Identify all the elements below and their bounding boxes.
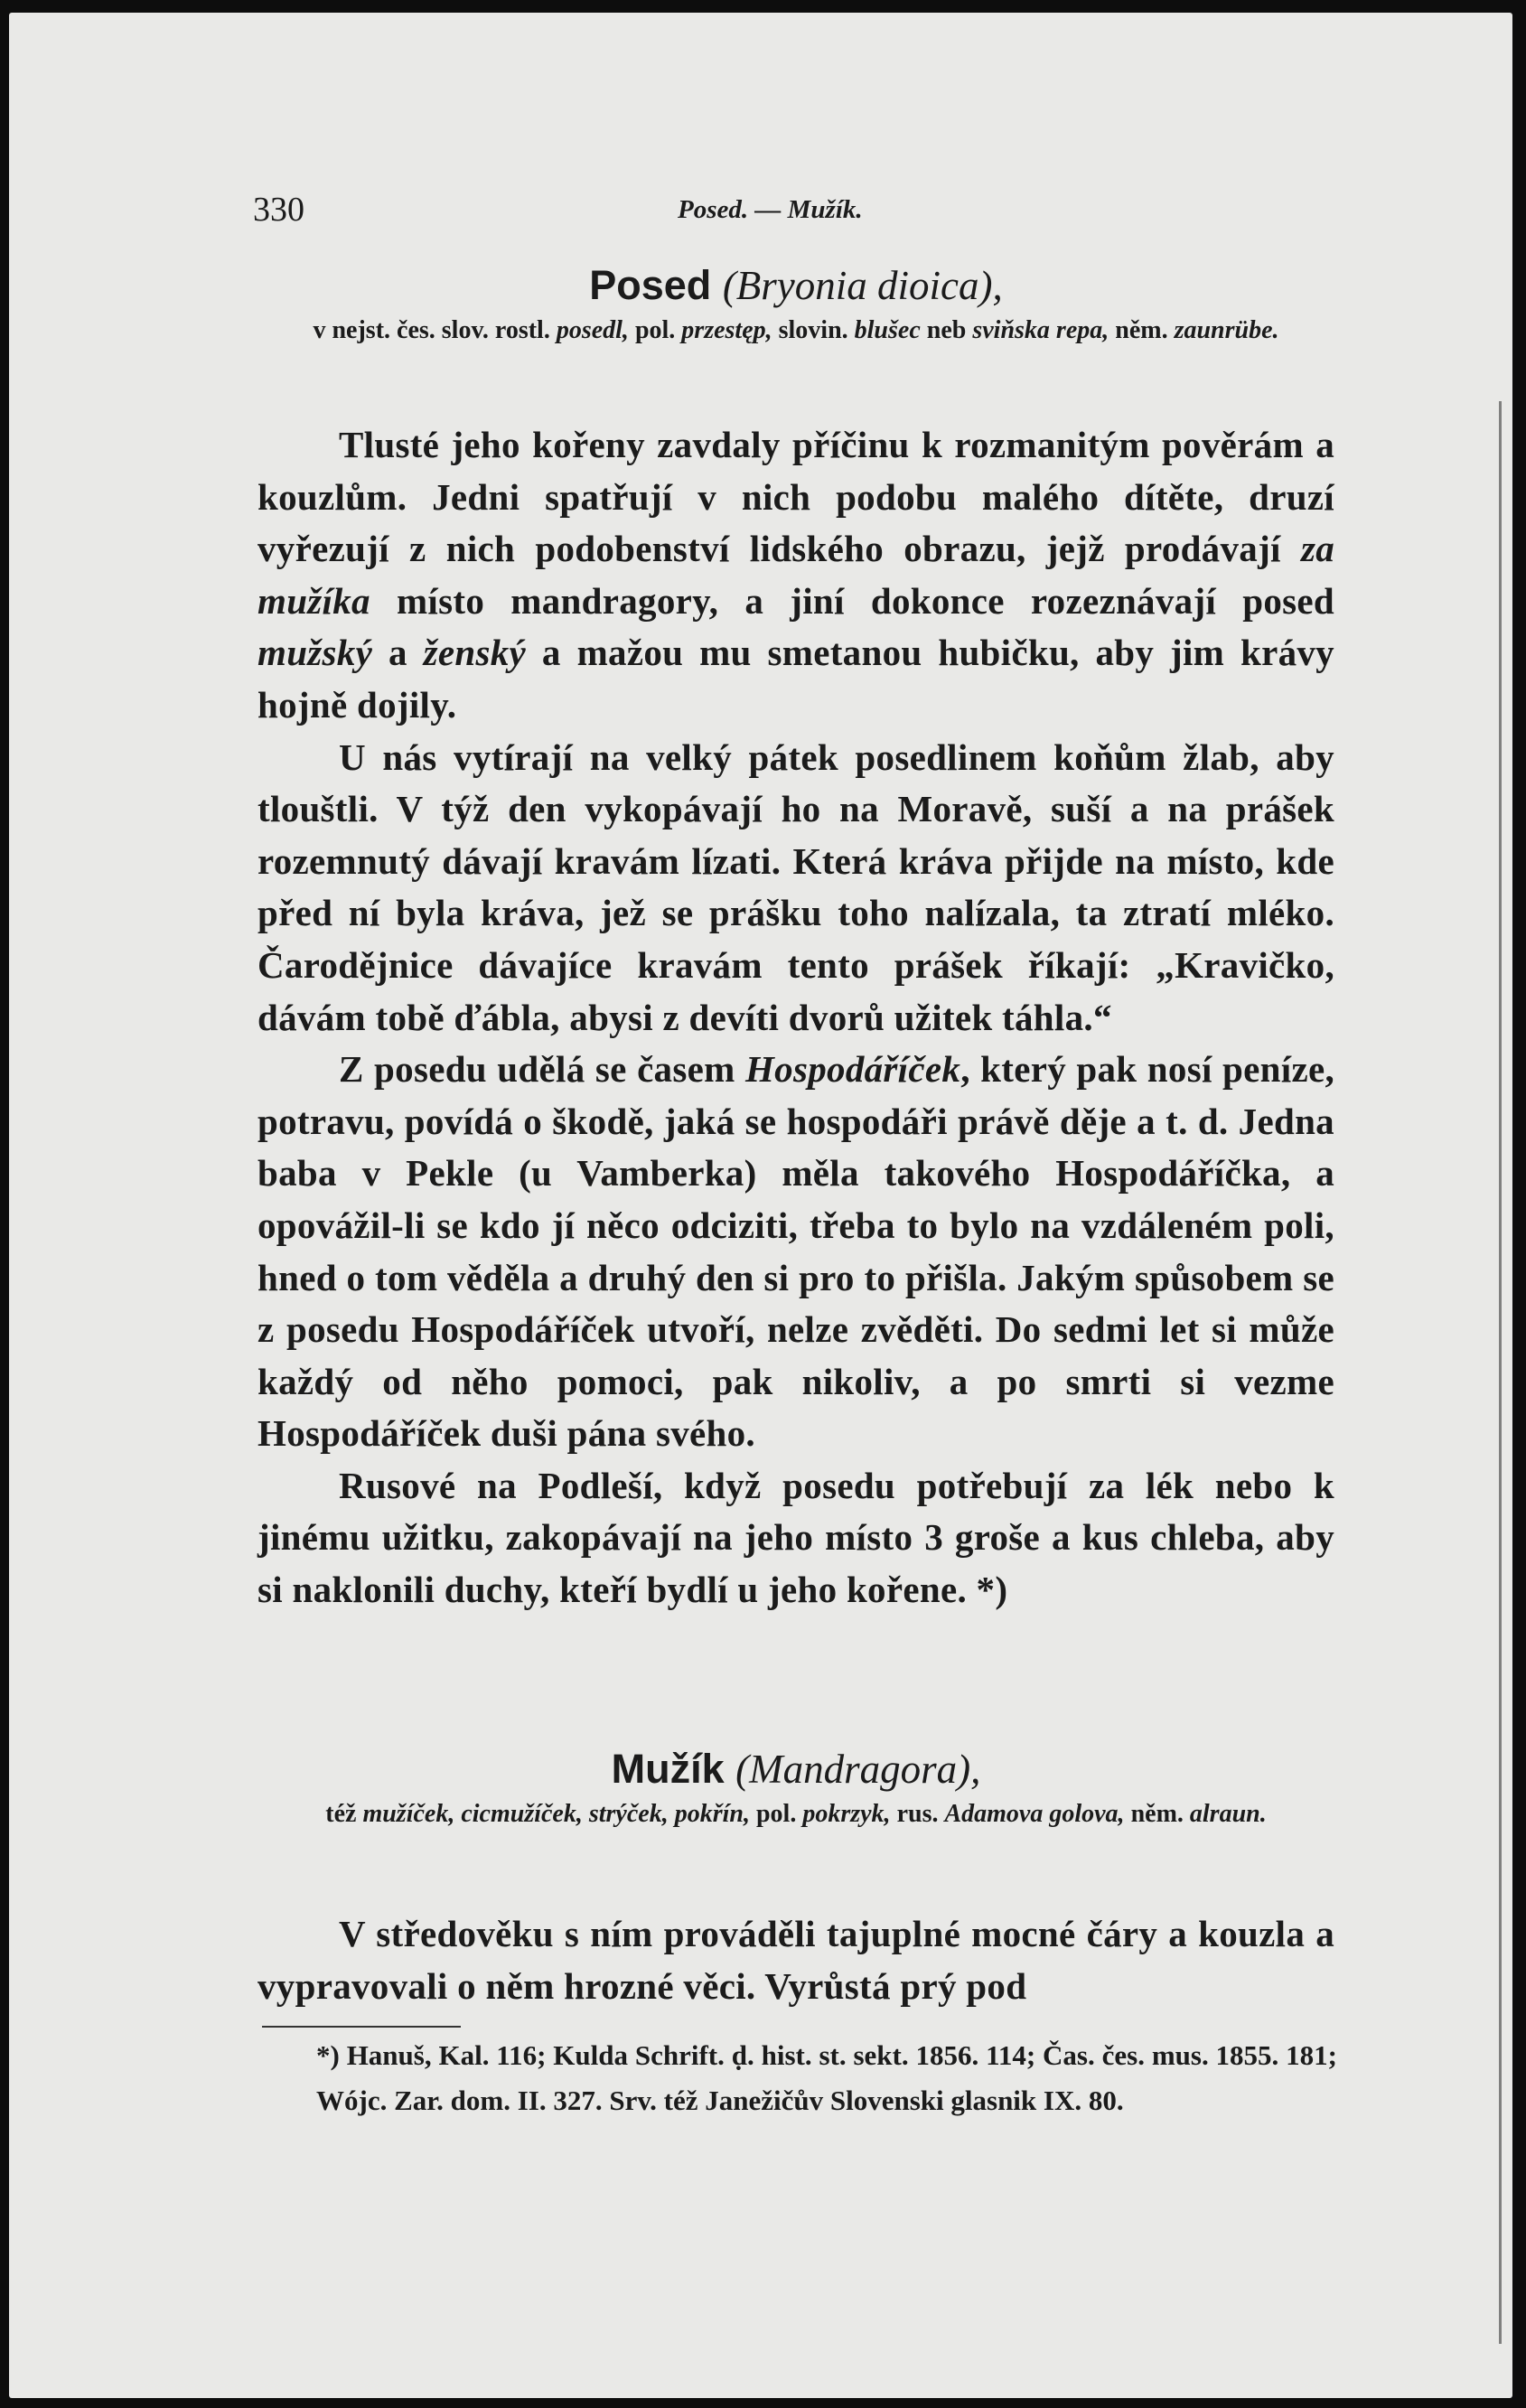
text-run: pol. xyxy=(628,316,682,344)
italic-term: ženský xyxy=(423,632,527,674)
text-run: místo mandragory, a jiní dokonce rozeznávají posed xyxy=(370,579,1334,622)
italic-term: alraun. xyxy=(1189,1800,1267,1828)
italic-term: pokrzyk, xyxy=(802,1800,891,1828)
book-page xyxy=(9,13,1512,2398)
text-run: Tlusté jeho kořeny zavdaly příčinu k rozmanitým pověrám a kouzlům. Jedni spatřují v nich podobu malého dítěte, druzí vyřezují z nich podobenství lidského obrazu, jejž prodávají xyxy=(257,424,1334,570)
text-run: slovin. xyxy=(772,316,855,344)
paragraph xyxy=(257,1908,1334,2012)
heading-title: Mužík xyxy=(611,1746,725,1792)
italic-term: sviňska repa, xyxy=(972,316,1109,344)
heading-latin: (Bryonia dioica), xyxy=(722,263,1003,308)
italic-term: Hospodáříček xyxy=(744,1048,961,1091)
italic-term: blušec xyxy=(854,316,921,344)
text-run: U nás vytírají na velký pátek posedlinem koňům žlab, aby tlouštli. V týž den vykopávají ho na Moravě, suší a na prášek rozemnutý dávají kravám lízati. Která kráva přijde na místo, kde před ní byla kráva, jež se prášku toho nalízala, ta ztratí mléko. Čarodějnice dávajíce kravám tento prášek říkají: „Kravičko, dávám tobě ďábla, abysi z devíti dvorů užitek táhla.“ xyxy=(257,736,1334,1038)
vernacular-names-muzik xyxy=(257,1796,1334,1832)
vernacular-names-posed xyxy=(257,313,1334,349)
text-run: , který pak nosí peníze, potravu, povídá o škodě, jaká se hospodáři právě děje a t. d. Jedna baba v Pekle (u Vamberka) měla takového Hospodáříčka, a opovážil-li se kdo jí něco odciziti, třeba to bylo na vzdáleném poli, hned o tom věděla a druhý den si pro to přišla. Jakým spůsobem se z posedu Hospodáříček utvoří, nelze zvěděti. Do sedmi let si může každý od něho pomoci, pak nikoliv, a po smrti si vezme Hospodáříček duši pána svého. xyxy=(257,1048,1334,1455)
heading-latin: (Mandragora), xyxy=(735,1747,981,1792)
text-run: Z posedu udělá se časem xyxy=(339,1048,745,1091)
running-head xyxy=(253,190,1337,235)
paragraph xyxy=(257,732,1334,1045)
section-muzik xyxy=(257,1746,1334,1832)
italic-term: mužíček, cicmužíček, strýček, pokřín, xyxy=(362,1800,750,1828)
section-posed xyxy=(257,262,1334,349)
italic-term: za mužíka xyxy=(257,528,1334,622)
italic-term: posedl, xyxy=(556,316,629,344)
text-run: též xyxy=(325,1800,363,1828)
text-run: a xyxy=(372,632,424,674)
section-heading-muzik xyxy=(257,1746,1334,1793)
paragraph xyxy=(257,1460,1334,1616)
footnote: *) Hanuš, Kal. 116; Kulda Schrift. ḍ. hist. st. sekt. 1856. 114; Čas. čes. mus. 1855. 181; Wójc. Zar. dom. II. 327. Srv. též Janežičův Slovenski glasnik IX. 80. xyxy=(316,2039,1337,2116)
text-run: něm. xyxy=(1109,316,1175,344)
text-run: rus. xyxy=(890,1800,945,1828)
heading-title: Posed xyxy=(589,262,712,308)
italic-term: zaunrübe. xyxy=(1174,316,1279,344)
paragraph xyxy=(257,419,1334,732)
text-run: v nejst. čes. slov. rostl. xyxy=(313,316,557,344)
text-run: pol. xyxy=(749,1800,803,1828)
footnote-rule xyxy=(262,2026,461,2028)
text-run: a mažou mu smetanou hubičku, aby jim krávy hojně dojily. xyxy=(257,632,1334,726)
italic-term: Adamova golova, xyxy=(944,1800,1125,1828)
section-heading-posed xyxy=(257,262,1334,309)
italic-term: mužský xyxy=(257,632,373,674)
paragraph xyxy=(257,1044,1334,1460)
text-run: V středověku s ním prováděli tajuplné mocné čáry a kouzla a vypravovali o něm hrozné věci. Vyrůstá prý pod xyxy=(257,1913,1334,2007)
text-run: neb xyxy=(920,316,973,344)
running-title: Posed. — Mužík. xyxy=(678,195,863,224)
body-posed xyxy=(257,419,1334,1616)
page-number: 330 xyxy=(253,191,304,229)
italic-term: przestęp, xyxy=(681,316,772,344)
text-run: Rusové na Podleší, když posedu potřebují za lék nebo k jinému užitku, zakopávají na jeho místo 3 groše a kus chleba, aby si naklonili duchy, kteří bydlí u jeho kořene. *) xyxy=(257,1464,1334,1611)
body-muzik xyxy=(257,1908,1334,2012)
page-edge-shadow xyxy=(1499,401,1502,2344)
text-run: něm. xyxy=(1124,1800,1190,1828)
